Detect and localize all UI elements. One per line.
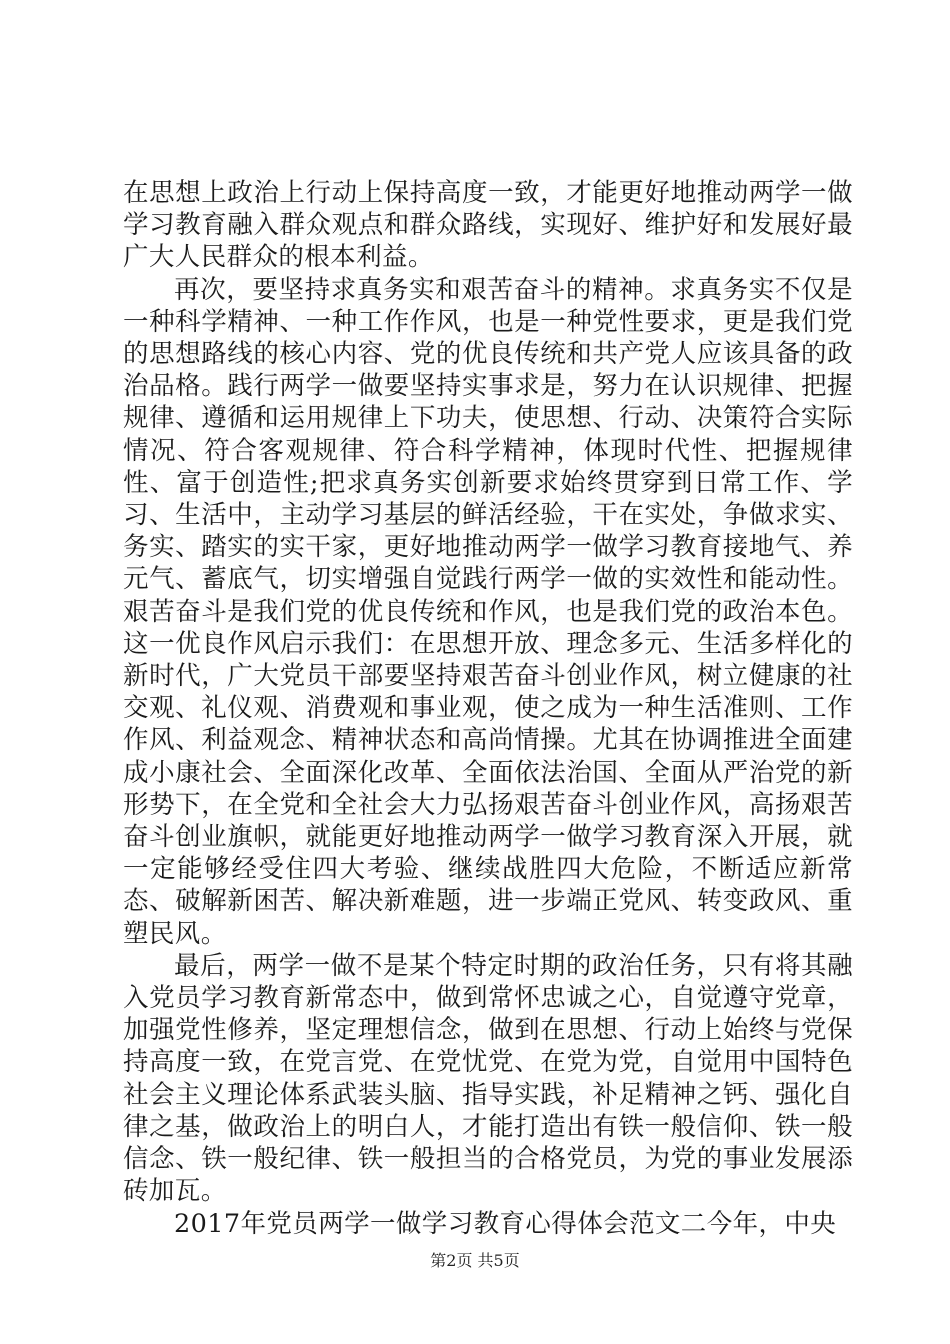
paragraph-finally: 最后，两学一做不是某个特定时期的政治任务，只有将其融入党员学习教育新常态中，做到常怀忠诚之心，自觉遵守党章，加强党性修养，坚定理想信念，做到在思想、行动上始终与党保持高度一致，在党言党、在党忧党、在党为党，自觉用中国特色社会主义理论体系武装头脑、指导实践，补足精神之钙、强化自律之基，做政治上的明白人，才能打造出有铁一般信仰、铁一般信念、铁一般纪律、铁一般担当的合格党员，为党的事业发展添砖加瓦。	[123, 950, 853, 1207]
document-body	[123, 177, 853, 1240]
paragraph-continuation: 在思想上政治上行动上保持高度一致，才能更好地推动两学一做学习教育融入群众观点和群众路线，实现好、维护好和发展好最广大人民群众的根本利益。	[123, 178, 853, 273]
paragraph-seek-truth: 再次，要坚持求真务实和艰苦奋斗的精神。求真务实不仅是一种科学精神、一种工作作风，也是一种党性要求，更是我们党的思想路线的核心内容、党的优良传统和共产党人应该具备的政治品格。践行两学一做要坚持实事求是，努力在认识规律、把握规律、遵循和运用规律上下功夫，使思想、行动、决策符合实际情况、符合客观规律、符合科学精神，体现时代性、把握规律性、富于创造性;把求真务实创新要求始终贯穿到日常工作、学习、生活中，主动学习基层的鲜活经验，干在实处，争做求实、务实、踏实的实干家，更好地推动两学一做学习教育接地气、养元气、蓄底气，切实增强自觉践行两学一做的实效性和能动性。艰苦奋斗是我们党的优良传统和作风，也是我们党的政治本色。这一优良作风启示我们：在思想开放、理念多元、生活多样化的新时代，广大党员干部要坚持艰苦奋斗创业作风，树立健康的社交观、礼仪观、消费观和事业观，使之成为一种生活准则、工作作风、利益观念、精神状态和高尚情操。尤其在协调推进全面建成小康社会、全面深化改革、全面依法治国、全面从严治党的新形势下，在全党和全社会大力弘扬艰苦奋斗创业作风，高扬艰苦奋斗创业旗帜，就能更好地推动两学一做学习教育深入开展，就一定能够经受住四大考验、继续战胜四大危险，不断适应新常态、破解新困苦、解决新难题，进一步端正党风、转变政风、重塑民风。	[123, 274, 853, 949]
paragraph-essay-two-start: 2017年党员两学一做学习教育心得体会范文二今年，中央	[174, 1208, 837, 1239]
page-number-footer: 第2页 共5页	[430, 1251, 520, 1270]
